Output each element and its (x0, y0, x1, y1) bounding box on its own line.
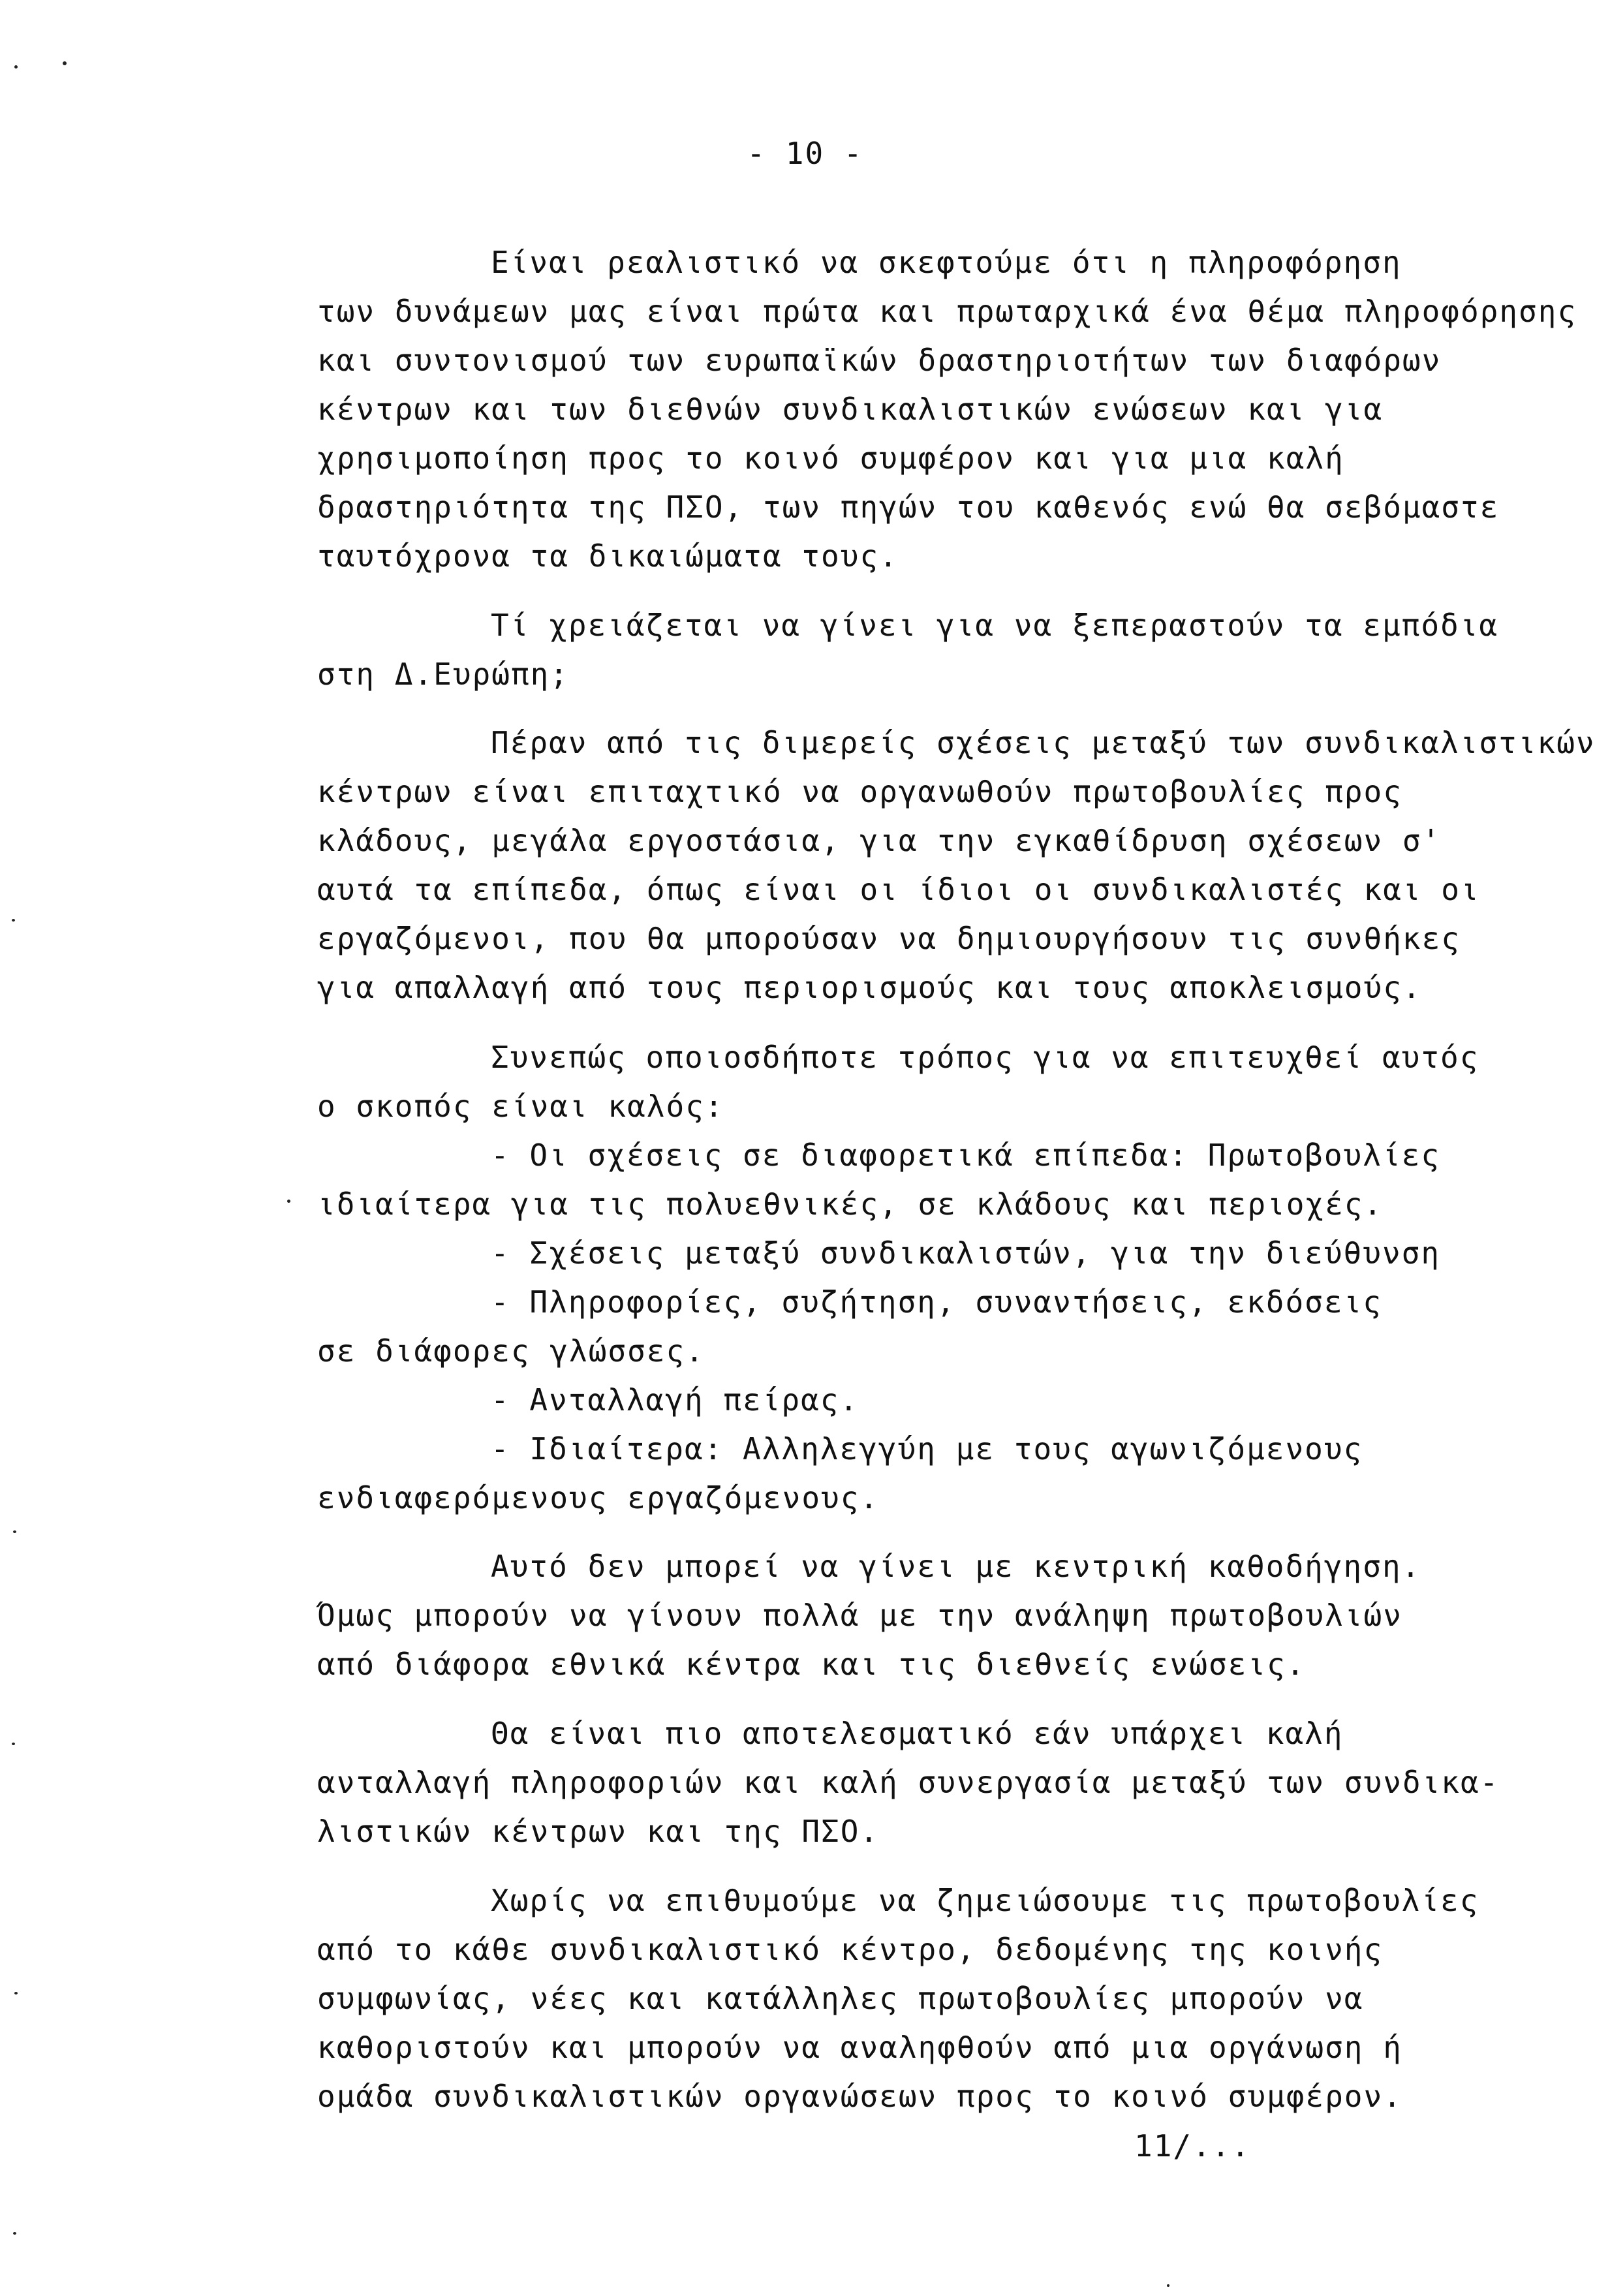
scan-speck (13, 2232, 16, 2235)
text-line: Συνεπώς οποιοσδήποτε τρόπος για να επιτευχθεί αυτός (491, 1040, 1479, 1075)
scan-speck (12, 919, 15, 922)
scan-speck (287, 1200, 290, 1203)
text-line: Αυτό δεν μπορεί να γίνει με κεντρική καθοδήγηση. (491, 1549, 1421, 1584)
text-line: ανταλλαγή πληροφοριών και καλή συνεργασία μεταξύ των συνδικα- (317, 1765, 1500, 1800)
text-line: - Σχέσεις μεταξύ συνδικαλιστών, για την διεύθυνση (491, 1235, 1441, 1271)
scan-speck (12, 1743, 15, 1745)
text-line: δραστηριότητα της ΠΣΟ, των πηγών του καθενός ενώ θα σεβόμαστε (317, 489, 1500, 525)
text-line: ο σκοπός είναι καλός: (317, 1089, 724, 1124)
text-line: συμφωνίας, νέες και κατάλληλες πρωτοβουλίες μπορούν να (317, 1981, 1364, 2016)
text-line: σε διάφορες γλώσσες. (317, 1333, 705, 1369)
text-line: - Πληροφορίες, συζήτηση, συναντήσεις, εκδόσεις (491, 1284, 1382, 1320)
text-line: καθοριστούν και μπορούν να αναληφθούν από μια οργάνωση ή (317, 2030, 1402, 2065)
text-line: ταυτόχρονα τα δικαιώματα τους. (317, 538, 899, 574)
scan-speck (14, 1992, 18, 1994)
text-line: στη Δ.Ευρώπη; (317, 657, 570, 692)
text-line: - Οι σχέσεις σε διαφορετικά επίπεδα: Πρωτοβουλίες (491, 1138, 1441, 1173)
text-line: ενδιαφερόμενους εργαζόμενους. (317, 1480, 880, 1515)
text-line: κέντρων είναι επιταχτικό να οργανωθούν πρωτοβουλίες προς (317, 774, 1402, 809)
text-line: εργαζόμενοι, που θα μπορούσαν να δημιουργήσουν τις συνθήκες (317, 921, 1461, 956)
text-line: - Ιδιαίτερα: Αλληλεγγύη με τους αγωνιζόμενους (491, 1431, 1363, 1466)
text-line: ομάδα συνδικαλιστικών οργανώσεων προς το κοινό συμφέρον. (317, 2079, 1402, 2114)
text-line: για απαλλαγή από τους περιορισμούς και τους αποκλεισμούς. (317, 970, 1422, 1005)
text-line: χρησιμοποίηση προς το κοινό συμφέρον και για μια καλή (317, 441, 1344, 476)
scan-speck (1167, 2284, 1169, 2287)
text-line: Χωρίς να επιθυμούμε να ζημειώσουμε τις πρωτοβουλίες (491, 1883, 1479, 1918)
text-line: αυτά τα επίπεδα, όπως είναι οι ίδιοι οι συνδικαλιστές και οι (317, 872, 1480, 907)
text-line: Είναι ρεαλιστικό να σκεφτούμε ότι η πληροφόρηση (491, 245, 1402, 280)
text-line: Τί χρειάζεται να γίνει για να ξεπεραστούν τα εμπόδια (491, 608, 1499, 643)
text-line: κέντρων και των διεθνών συνδικαλιστικών ενώσεων και για (317, 392, 1384, 427)
continuation-marker: 11/... (1134, 2128, 1251, 2164)
text-line: - Ανταλλαγή πείρας. (491, 1382, 859, 1418)
scan-speck (63, 61, 67, 65)
text-line: Πέραν από τις διμερείς σχέσεις μεταξύ των συνδικαλιστικών (491, 725, 1596, 760)
scan-speck (13, 1530, 16, 1533)
text-line: κλάδους, μεγάλα εργοστάσια, για την εγκαθίδρυση σχέσεων σ' (317, 823, 1442, 858)
text-line: ιδιαίτερα για τις πολυεθνικές, σε κλάδους και περιοχές. (317, 1187, 1384, 1222)
text-line: από το κάθε συνδικαλιστικό κέντρο, δεδομένης της κοινής (317, 1932, 1384, 1967)
text-line: Όμως μπορούν να γίνουν πολλά με την ανάληψη πρωτοβουλιών (317, 1598, 1402, 1633)
text-line: Θα είναι πιο αποτελεσματικό εάν υπάρχει καλή (491, 1716, 1344, 1751)
text-line: των δυνάμεων μας είναι πρώτα και πρωταρχικά ένα θέμα πληροφόρησης (317, 294, 1577, 329)
text-line: λιστικών κέντρων και της ΠΣΟ. (317, 1814, 880, 1849)
page-number: - 10 - (747, 136, 863, 171)
scan-speck (14, 65, 18, 69)
text-line: και συντονισμού των ευρωπαϊκών δραστηριοτήτων των διαφόρων (317, 343, 1442, 378)
text-line: από διάφορα εθνικά κέντρα και τις διεθνείς ενώσεις. (317, 1647, 1306, 1682)
